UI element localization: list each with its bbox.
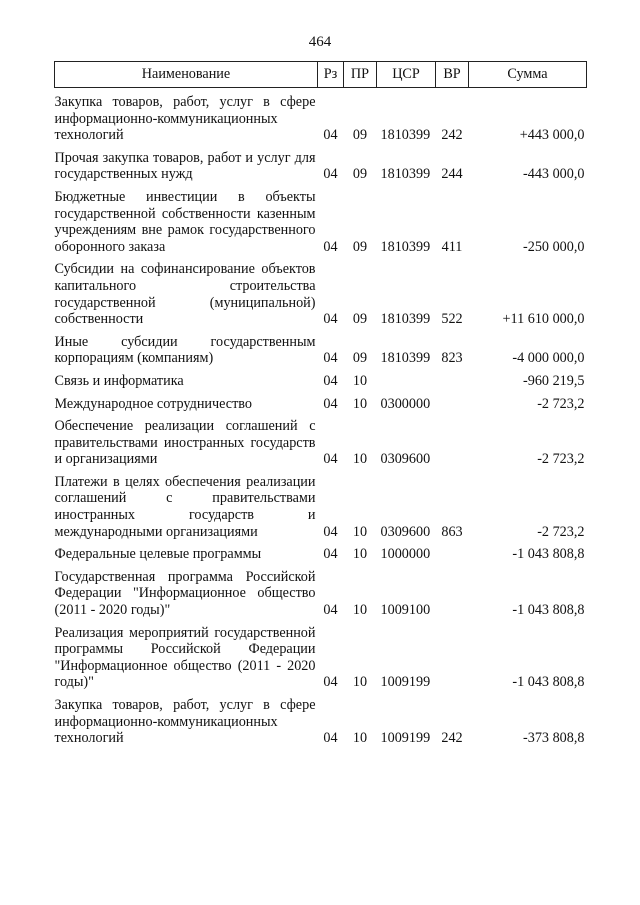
- table-row: [55, 144, 587, 183]
- cell-rz: 04: [323, 311, 338, 328]
- cell-rz: 04: [323, 127, 338, 144]
- cell-sum: -2 723,2: [537, 395, 585, 412]
- cell-rz: 04: [323, 238, 338, 255]
- cell-sum: -1 043 808,8: [512, 674, 585, 691]
- cell-csr: 1009199: [380, 730, 431, 747]
- cell-pr: 10: [352, 730, 368, 747]
- cell-rz: 04: [323, 350, 338, 367]
- table-row: [55, 563, 587, 619]
- cell-csr: 1009100: [380, 602, 431, 619]
- table-row: [55, 88, 587, 144]
- cell-pr: 09: [352, 166, 368, 183]
- cell-pr: 10: [352, 674, 368, 691]
- cell-csr: 0300000: [380, 395, 431, 412]
- cell-sum: +443 000,0: [519, 127, 585, 144]
- header-name: Наименование: [55, 62, 318, 88]
- cell-name: Субсидии на софинансирование объектов капитального строительства государственной (муниципальной) собственности: [54, 261, 316, 328]
- cell-vr: [436, 390, 469, 413]
- budget-table: [54, 61, 587, 747]
- cell-vr: [436, 367, 469, 390]
- cell-csr: 1810399: [380, 166, 431, 183]
- header-csr: ЦСР: [377, 62, 436, 88]
- cell-sum: +11 610 000,0: [502, 311, 585, 328]
- cell-name: Прочая закупка товаров, работ и услуг для государственных нужд: [54, 149, 316, 183]
- cell-pr: 10: [352, 451, 368, 468]
- cell-sum: -2 723,2: [537, 523, 585, 540]
- cell-rz: 04: [323, 546, 338, 563]
- page-number: 464: [308, 34, 332, 50]
- header-sum: Сумма: [469, 62, 587, 88]
- table-row: [55, 183, 587, 255]
- cell-csr: 1000000: [380, 546, 431, 563]
- cell-vr: 411: [441, 238, 463, 255]
- header-vr: ВР: [436, 62, 469, 88]
- cell-name: Бюджетные инвестиции в объекты государственной собственности казенным учреждениям вне рамок государственного оборонного заказа: [54, 188, 316, 255]
- cell-sum: -4 000 000,0: [512, 350, 585, 367]
- cell-name: Федеральные целевые программы: [54, 546, 262, 563]
- table-row: [55, 540, 587, 563]
- cell-rz: 04: [323, 602, 338, 619]
- cell-pr: 10: [352, 546, 368, 563]
- cell-vr: [436, 412, 469, 468]
- cell-pr: 10: [352, 372, 368, 389]
- cell-csr: 1810399: [380, 127, 431, 144]
- table-row: [55, 255, 587, 327]
- cell-rz: 04: [323, 395, 338, 412]
- header-rz: Рз: [318, 62, 344, 88]
- cell-pr: 10: [352, 602, 368, 619]
- cell-name: Платежи в целях обеспечения реализации соглашений с правительствами иностранных государств и международными организациями: [54, 473, 316, 540]
- cell-csr: 0309600: [380, 451, 431, 468]
- cell-vr: 522: [441, 311, 463, 328]
- table-row: [55, 468, 587, 540]
- cell-vr: [436, 619, 469, 691]
- cell-sum: -2 723,2: [537, 451, 585, 468]
- cell-sum: -1 043 808,8: [512, 546, 585, 563]
- table-row: [55, 390, 587, 413]
- header-pr: ПР: [344, 62, 377, 88]
- cell-vr: 863: [441, 523, 463, 540]
- cell-sum: -1 043 808,8: [512, 602, 585, 619]
- cell-csr: [377, 367, 436, 390]
- cell-name: Иные субсидии государственным корпорациям (компаниям): [54, 333, 316, 367]
- cell-sum: -960 219,5: [523, 372, 585, 389]
- cell-csr: 1810399: [380, 311, 431, 328]
- table-header-row: [55, 62, 587, 88]
- cell-rz: 04: [323, 166, 338, 183]
- cell-name: Закупка товаров, работ, услуг в сфере информационно-коммуникационных технологий: [54, 94, 316, 144]
- cell-csr: 1009199: [380, 674, 431, 691]
- cell-pr: 09: [352, 311, 368, 328]
- cell-rz: 04: [323, 523, 338, 540]
- cell-vr: 244: [441, 166, 463, 183]
- cell-name: Реализация мероприятий государственной программы Российской Федерации "Информационное общество (2011 - 2020 годы)": [54, 624, 316, 691]
- cell-pr: 09: [352, 350, 368, 367]
- cell-sum: -443 000,0: [523, 166, 585, 183]
- cell-name: Государственная программа Российской Федерации "Информационное общество (2011 - 2020 годы)": [54, 568, 316, 619]
- table-body: [55, 88, 587, 747]
- cell-rz: 04: [323, 372, 338, 389]
- cell-rz: 04: [323, 674, 338, 691]
- cell-vr: [436, 563, 469, 619]
- cell-rz: 04: [323, 730, 338, 747]
- table-row: [55, 412, 587, 468]
- cell-vr: 242: [441, 730, 463, 747]
- table-row: [55, 691, 587, 747]
- cell-sum: -250 000,0: [523, 238, 585, 255]
- cell-vr: 823: [441, 350, 463, 367]
- cell-name: Международное сотрудничество: [54, 395, 252, 412]
- cell-csr: 1810399: [380, 350, 431, 367]
- cell-name: Обеспечение реализации соглашений с правительствами иностранных государств и организациями: [54, 418, 316, 468]
- cell-vr: 242: [441, 127, 463, 144]
- cell-csr: 0309600: [380, 523, 431, 540]
- cell-sum: -373 808,8: [523, 730, 585, 747]
- table-row: [55, 328, 587, 367]
- cell-pr: 10: [352, 395, 368, 412]
- cell-csr: 1810399: [380, 238, 431, 255]
- table-row: [55, 619, 587, 691]
- table-row: [55, 367, 587, 390]
- cell-pr: 09: [352, 238, 368, 255]
- cell-pr: 09: [352, 127, 368, 144]
- cell-name: Связь и информатика: [54, 372, 184, 389]
- cell-name: Закупка товаров, работ, услуг в сфере информационно-коммуникационных технологий: [54, 697, 316, 747]
- cell-rz: 04: [323, 451, 338, 468]
- cell-pr: 10: [352, 523, 368, 540]
- cell-vr: [436, 540, 469, 563]
